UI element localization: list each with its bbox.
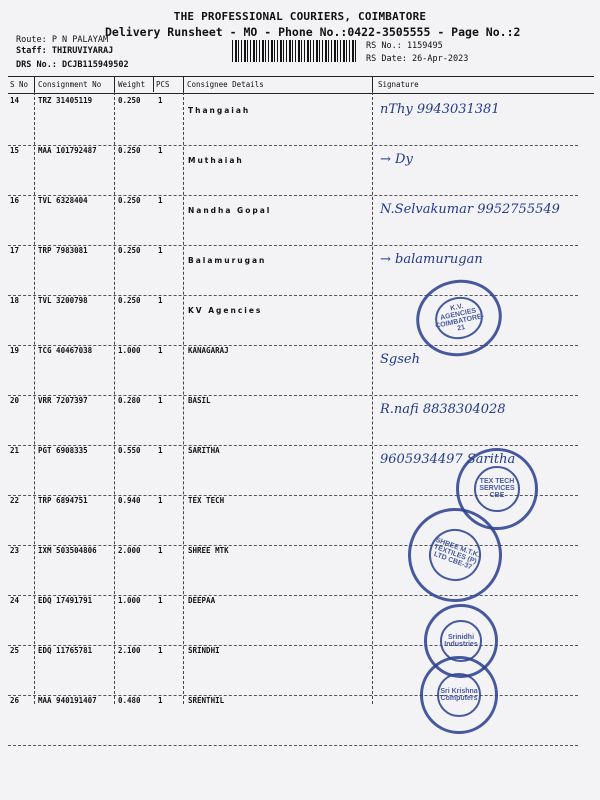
row-consignee: KANAGARAJ xyxy=(188,346,229,355)
row-sno: 19 xyxy=(10,346,20,355)
route: Route: P N PALAYAM xyxy=(16,35,109,45)
row-weight: 0.250 xyxy=(118,246,141,255)
row-sno: 21 xyxy=(10,446,20,455)
row-weight: 1.000 xyxy=(118,346,141,355)
row-weight: 2.000 xyxy=(118,546,141,555)
col-weight: Weight xyxy=(118,80,146,89)
row-consignment: TVL 3200798 xyxy=(38,296,88,305)
row-consignee: Balamurugan xyxy=(188,256,267,265)
row-sno: 25 xyxy=(10,646,20,655)
row-consignment: EDQ 17491791 xyxy=(38,596,93,605)
row-sno: 20 xyxy=(10,396,20,405)
row-consignment: PGT 6908335 xyxy=(38,446,88,455)
row-consignee: SRENTHIL xyxy=(188,696,225,705)
row-consignee: Muthaiah xyxy=(188,156,244,165)
table-row xyxy=(8,596,594,646)
table-row xyxy=(8,246,594,296)
table-row xyxy=(8,646,594,696)
row-consignment: EDQ 11765781 xyxy=(38,646,93,655)
col-signature: Signature xyxy=(378,80,419,89)
row-weight: 1.000 xyxy=(118,596,141,605)
row-pcs: 1 xyxy=(158,596,163,605)
row-signature: N.Selvakumar 9952755549 xyxy=(380,202,560,217)
row-pcs: 1 xyxy=(158,496,163,505)
row-signature: → balamurugan xyxy=(380,252,483,267)
table-row xyxy=(8,146,594,196)
row-consignee: SARITHA xyxy=(188,446,220,455)
row-separator xyxy=(8,745,578,746)
row-sno: 22 xyxy=(10,496,20,505)
table-row xyxy=(8,696,594,746)
row-consignee: KV Agencies xyxy=(188,306,263,315)
table-row xyxy=(8,546,594,596)
mtk-textiles-stamp: SHREE M.T.K. TEXTILES (P) LTD CBE-37 xyxy=(395,495,515,615)
row-sno: 23 xyxy=(10,546,20,555)
row-weight: 2.100 xyxy=(118,646,141,655)
row-pcs: 1 xyxy=(158,246,163,255)
table-row xyxy=(8,296,594,346)
row-consignee: Thangaiah xyxy=(188,106,251,115)
row-weight: 0.250 xyxy=(118,146,141,155)
row-sno: 18 xyxy=(10,296,20,305)
row-pcs: 1 xyxy=(158,146,163,155)
row-consignee: BASIL xyxy=(188,396,211,405)
runsheet-title: Delivery Runsheet - MO - Phone No.:0422-3505555 - Page No.:2 xyxy=(105,25,521,39)
row-weight: 0.250 xyxy=(118,96,141,105)
kv-agencies-stamp: K.V. AGENCIES COIMBATORE-21 xyxy=(409,272,509,364)
row-sno: 26 xyxy=(10,696,20,705)
row-weight: 0.940 xyxy=(118,496,141,505)
row-weight: 0.250 xyxy=(118,296,141,305)
barcode xyxy=(232,40,358,62)
row-signature: 9605934497 Saritha xyxy=(380,452,516,467)
rs-number: RS No.: 1159495 xyxy=(366,41,443,51)
row-consignee: SHREE MTK xyxy=(188,546,229,555)
col-consignee: Consignee Details xyxy=(187,80,264,89)
table-row xyxy=(8,96,594,146)
table-row xyxy=(8,196,594,246)
row-consignment: TRP 7983081 xyxy=(38,246,88,255)
row-consignee: SRINDHI xyxy=(188,646,220,655)
row-sno: 15 xyxy=(10,146,20,155)
srinidhi-stamp: Srinidhi Industries xyxy=(424,604,498,678)
row-sno: 14 xyxy=(10,96,20,105)
row-consignment: MAA 101792487 xyxy=(38,146,97,155)
row-consignee: Nandha Gopal xyxy=(188,206,272,215)
row-sno: 16 xyxy=(10,196,20,205)
row-consignee: DEEPAA xyxy=(188,596,216,605)
row-pcs: 1 xyxy=(158,446,163,455)
company-title: THE PROFESSIONAL COURIERS, COIMBATORE xyxy=(173,10,427,23)
row-pcs: 1 xyxy=(158,396,163,405)
row-weight: 0.250 xyxy=(118,196,141,205)
row-consignment: IXM 503504806 xyxy=(38,546,97,555)
row-signature: nThy 9943031381 xyxy=(380,102,500,117)
row-consignment: VRR 7207397 xyxy=(38,396,88,405)
srikrishna-stamp: Sri Krishna Computers xyxy=(420,656,498,734)
row-consignment: TCG 40467038 xyxy=(38,346,93,355)
row-sno: 17 xyxy=(10,246,20,255)
row-pcs: 1 xyxy=(158,196,163,205)
row-signature: → Dy xyxy=(380,152,413,167)
row-signature: Sgseh xyxy=(380,352,420,367)
row-weight: 0.280 xyxy=(118,396,141,405)
row-consignee: TEX TECH xyxy=(188,496,225,505)
row-consignment: TRZ 31405119 xyxy=(38,96,93,105)
row-pcs: 1 xyxy=(158,296,163,305)
col-consignment: Consignment No xyxy=(38,80,102,89)
col-pcs: PCS xyxy=(156,80,170,89)
row-pcs: 1 xyxy=(158,696,163,705)
drs-number: DRS No.: DCJB115949502 xyxy=(16,60,129,70)
row-consignment: TRP 6894751 xyxy=(38,496,88,505)
textech-stamp: TEX TECH SERVICES CBE xyxy=(456,448,538,530)
row-sno: 24 xyxy=(10,596,20,605)
row-consignment: TVL 6328404 xyxy=(38,196,88,205)
col-sno: S No xyxy=(10,80,29,89)
row-pcs: 1 xyxy=(158,646,163,655)
table-row xyxy=(8,396,594,446)
table-row xyxy=(8,346,594,396)
rs-date: RS Date: 26-Apr-2023 xyxy=(366,54,469,64)
row-consignment: MAA 940191407 xyxy=(38,696,97,705)
staff: Staff: THIRUVIYARAJ xyxy=(16,46,114,56)
row-pcs: 1 xyxy=(158,546,163,555)
row-weight: 0.480 xyxy=(118,696,141,705)
row-pcs: 1 xyxy=(158,346,163,355)
row-weight: 0.550 xyxy=(118,446,141,455)
row-pcs: 1 xyxy=(158,96,163,105)
row-signature: R.nafi 8838304028 xyxy=(380,402,506,417)
